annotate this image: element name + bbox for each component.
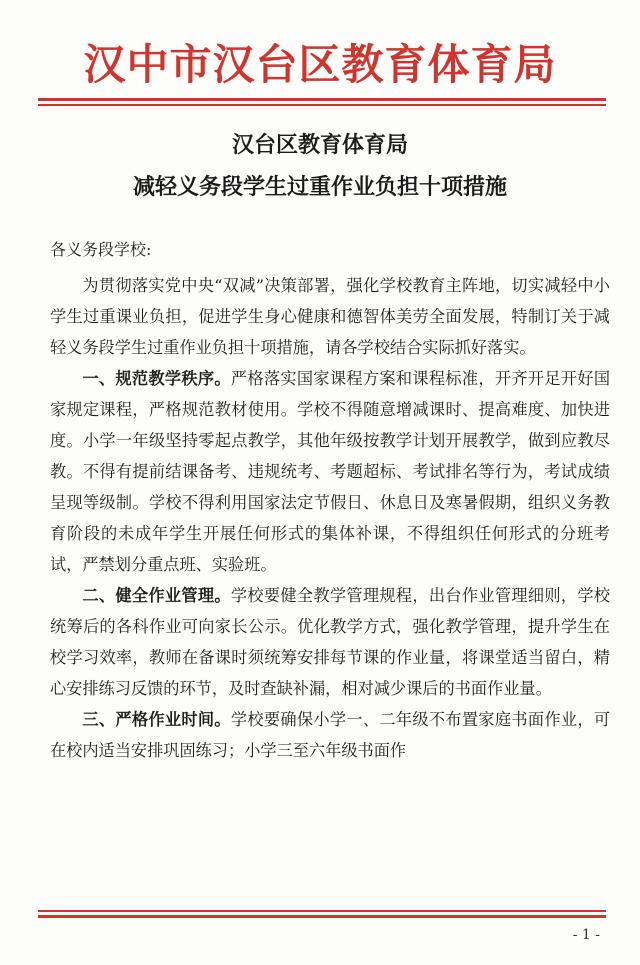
document-title-line1: 汉台区教育体育局 [231,132,408,158]
section-paragraph [50,363,610,580]
section-text: 学校要健全教学管理规程，出台作业管理细则，学校统筹后的各科作业可向家长公示。优化教学方式，强化教学管理，提升学生在校学习效率，教师在备课时须统筹安排每节课的作业量，将课堂适当留白，精心安排练习反馈的环节，及时查缺补漏，相对减少课后的书面作业量。 [50,586,611,698]
intro-paragraph: 为贯彻落实党中央“双减”决策部署，强化学校教育主阵地，切实减轻中小学生过重课业负担，促进学生身心健康和德智体美劳全面发展，特制订关于减轻义务段学生过重作业负担十项措施，请各学校结合实际抓好落实。 [50,276,610,357]
document-title-line2: 减轻义务段学生过重作业负担十项措施 [132,174,507,200]
letterhead-rule-thin [38,104,606,106]
section-text: 学校要确保小学一、二年级不布置家庭书面作业，可在校内适当安排巩固练习；小学三至六年级书面作 [50,710,611,760]
section-heading: 二、健全作业管理。 [82,586,231,605]
section-paragraph [50,704,610,766]
letterhead-title: 汉中市汉台区教育体育局 [83,40,557,89]
footer-rule-thick [38,915,606,918]
section-heading: 一、规范教学秩序。 [82,369,231,388]
letterhead-rule-thick [38,98,606,101]
section-paragraph [50,580,610,704]
footer-rule-thin [38,910,606,912]
section-text: 严格落实国家课程方案和课程标准，开齐开足开好国家规定课程，严格规范教材使用。学校不得随意增减课时、提高难度、加快进度。小学一年级坚持零起点教学，其他年级按教学计划开展教学，做到应教尽教。不得有提前结课备考、违规统考、考题超标、考试排名等行为，考试成绩呈现等级制。学校不得利用国家法定节假日、休息日及寒暑假期，组织义务教育阶段的未成年学生开展任何形式的集体补课，不得组织任何形式的分班考试，严禁划分重点班、实验班。 [50,369,611,574]
document-body [50,270,610,766]
section-heading: 三、严格作业时间。 [82,710,231,729]
page-number: - 1 - [572,927,600,943]
salutation: 各义务段学校: [50,240,152,259]
